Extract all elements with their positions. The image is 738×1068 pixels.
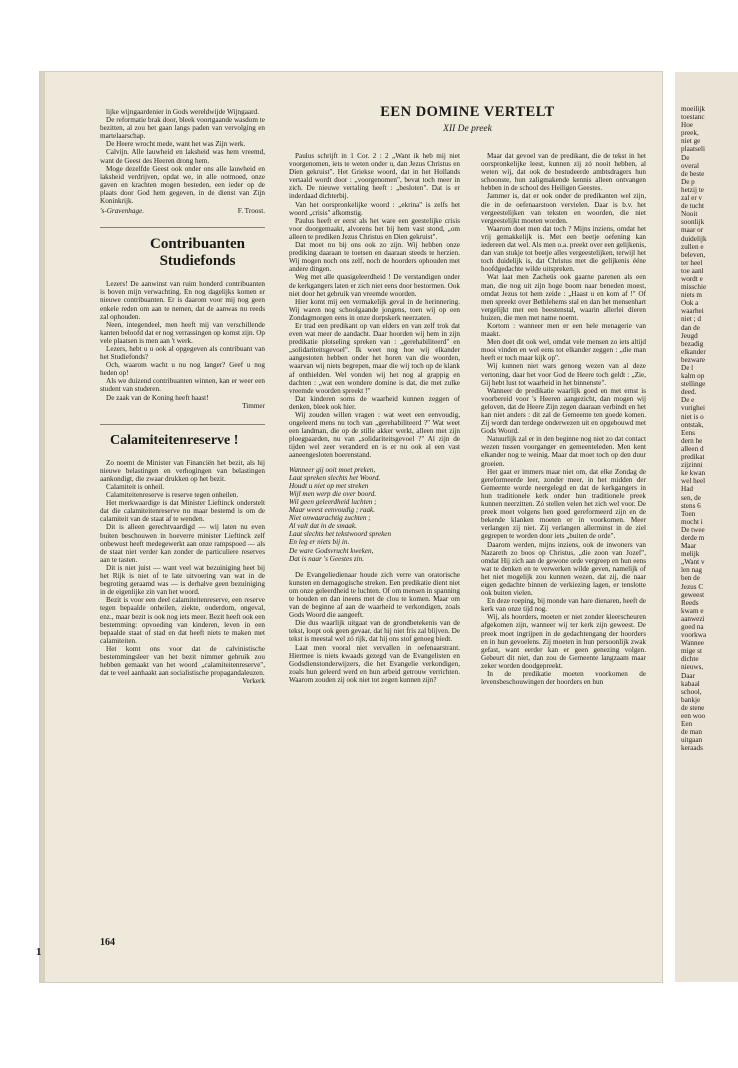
text-line: niet ; d [681, 315, 701, 324]
contrib-section [100, 280, 265, 401]
text-line: De [681, 153, 690, 162]
poem-line: Wijl men werp die over boord. [289, 489, 377, 498]
adjacent-page-column [681, 105, 738, 753]
text-line: wel heel [681, 477, 706, 486]
paragraph: Dat kinderen soms de waarheid kunnen zeggen of denken, bleek ook hier. [289, 394, 460, 411]
text-line: Eens [681, 428, 695, 437]
margin-mark: 1 [36, 946, 42, 958]
paragraph: De reformatie brak door, bleek voortgaande wasdom te bezitten, al zou het gaan langs paden van vervolging en martelaarschap. [100, 116, 265, 141]
paragraph: Wij, als hoorders, moeten er niet zonder kleerscheuren afgekomen zijn, wanneer wij ter kerk zijn geweest. De preek moet ingrijpen in de gedachtengang der hoorders en in hun gevoelens. Zij moeten in hun persoonlijk zwak gefast, want eerder kan er geen genezing volgen. Gebeurt dit niet, dan zou de Gemeente langzaam maar zeker worden doodgepreekt. [481, 613, 646, 670]
paragraph: Het gaat er immers maar niet om, dat elke Zondag de gereformeerde leer, zonder meer, in het midden der Gemeente worde neergelegd en dat de kerkgangers in hun traditionele kerk onder hun traditionele preek kunnen neerzitten. Zó stellen velen het zich wel voor. De preek moet volgens hen goed gereformeerd zijn en de bekende klanken moeten er in voorkomen. Meer verlangen zij niet. Zij verlangen allerminst in de ziel gegrepen te worden door iets „buiten de orde". [481, 467, 646, 541]
paragraph: En deze roeping, bij monde van hare dienaren, heeft de kerk van onze tijd nog. [481, 597, 646, 614]
text-line: beleven, [681, 250, 706, 259]
text-line: ben de [681, 574, 700, 583]
paragraph: Och, waarom wacht u nu nog langer? Geef u nog heden op! [100, 361, 265, 378]
paragraph: Jammer is, dat er ook onder de predikanten wel zijn, die in de oefenaarstoon vervielen. Daar is b.v. het vergeestelijken van teksten en woorden, die niet vergeestelijkt moeten worden. [481, 192, 646, 225]
text-line: Toen [681, 509, 696, 518]
text-line: derde m [681, 533, 705, 542]
text-line: school, [681, 687, 702, 696]
text-line: plaatseli [681, 145, 705, 154]
paragraph: Dit is alleen gerechtvaardigd — wij laten nu even buiten beschouwen in hoeverre minister Lieftinck zelf onbewust heeft medegewerkt aan onze rampspoed — als de staat niet verder kan zonder de particuliere reserves aan te tasten. [100, 523, 265, 564]
text-line: wordt e [681, 274, 703, 283]
text-line: Reeds [681, 598, 699, 607]
text-line: mocht i [681, 517, 703, 526]
text-line: alleen d [681, 444, 704, 453]
paragraph: Wat laat men Zacheüs ook gaarne parenen als een man, die nog uit zijn hoge boom naar beneden moest, omdat Jezus tot hem zeide : „Haast u en kom af !" Of men spreekt over Bethlehems stal en dan het mensenhart vergelijkt met een beestenstal, waarin allerlei dieren huizen, die men met name noemt. [481, 273, 646, 322]
paragraph: Weg met alle quasigeleerdheid ! De verstandigen onder de kerkgangers laten er zich niet eens door bestormen. Ook niet door het gebruik van vreemde woorden. [289, 273, 460, 298]
text-line: dern he [681, 436, 703, 445]
text-line: De twee [681, 525, 705, 534]
paragraph: Daarom werden, mijns inziens, ook de inwoners van Nazareth zo boos op Christus, „die zoon van Jozef", omdat Hij zich aan de gewone orde vergreep en hun eens wat te denken en te verwerken wilde geven, namelijk of het niet mogelijk zou kunnen wezen, dat zij, die naar eigen gedachte binnen de verkiezing lagen, er tenslotte ook buiten vielen. [481, 540, 646, 598]
paragraph: Lezers, hebt u u ook al opgegeven als contribuant van het Studiefonds? [100, 344, 265, 362]
text-line: Jeugd [681, 331, 698, 340]
text-line: mige st [681, 647, 702, 656]
column-1 [100, 108, 265, 685]
text-line: uitgaan [681, 736, 703, 745]
paragraph: Wanneer de predikatie waarlijk goed en met ernst is voorbereid voor 's Heeren aangezicht, dan mogen wij geloven, dat de Heere Zijn zegen daaraan verbindt en het kan niet anders : dit zal de Gemeente ten goede komen. Zij wordt dan terdege onderwezen uit en opgebouwd met Gods Woord. [481, 386, 646, 436]
text-line: dichte [681, 655, 699, 664]
text-line: De l [681, 364, 694, 372]
paragraph: Paulus heeft er eerst als het ware een geestelijke crisis voor doorgemaakt, alvorens het bij hem vast stond, „om alleen te prediken Jezus Christus en Dien gekruist". [289, 216, 460, 241]
poem-line: Niet onwaarachtig zuchten ; [289, 514, 371, 523]
text-line: stellinge [681, 380, 706, 389]
text-line: niet ge [681, 137, 701, 146]
paragraph: Neen, integendeel, men heeft mij van verschillende kanten beloofd dat er nog verrassingen op komst zijn. Op vele plaatsen is men aan 't werk. [100, 320, 265, 345]
paragraph: De Evangeliedienaar houde zich verre van oratorische kunsten en demagogische streken. Een predikatie dient niet om onze geleerdheid te luchten. Of om mensen in spanning te houden en dan ineens met de clou te komen. Maar om van de beginne af aan de waarheid te verkondigen, zoals Gods Woord die aangeeft. [289, 570, 460, 620]
text-line: zijzinni [681, 461, 703, 470]
text-line: Hoe [681, 121, 693, 130]
paragraph: Laat men vooral niet vervallen in oefenaarstrant. Hiermee is niets kwaads gezegd van de Evangelisten en Godsdienstonderwijzers, die het Evangelie verkondigen, zoals hun geleerd werd en hun arbeid getrouw verrichten. Waarom zouden zij ook niet tot zegen kunnen zijn? [289, 643, 460, 684]
article-body-part1 [289, 152, 460, 460]
paragraph: Van het oorspronkelijke woord : „ekrina" is zelfs het woord „crisis" afkomstig. [289, 200, 460, 217]
text-line: „Want v [681, 558, 705, 567]
paragraph: Die dus waarlijk uitgaat van de grondbetekenis van de tekst, loopt ook geen gevaar, dat hij niet fris zal blijven. De tekst is meestal wel zó rijk, dat hij ons stof genoeg biedt. [289, 619, 460, 644]
paragraph: Zo noemt de Minister van Financiën het bezit, als hij nieuwe belastingen en verhogingen van belastingen aankondigt, die zwaar drukken op het bezit. [100, 458, 265, 483]
text-line: sen, de [681, 493, 701, 502]
text-line: len nag [681, 566, 702, 575]
poem-line: Al valt dat in de smaak. [289, 522, 357, 531]
article-title: EEN DOMINE VERTELT [380, 104, 555, 120]
text-line: voorkwa [681, 631, 707, 640]
text-line: een woo [681, 712, 706, 721]
text-line: toestanc [681, 113, 705, 122]
contrib-heading-line1: Contribuanten [149, 236, 246, 253]
text-line: vurighei [681, 404, 705, 413]
poem-line: Wil geen geleerdheid luchten ; [289, 497, 377, 506]
text-line: De p [681, 177, 695, 186]
text-line: Een [681, 720, 693, 729]
intro-place: 's-Gravenhage. [100, 207, 145, 216]
poem-line: En leg er niets bij in. [289, 538, 350, 547]
text-line: goed na [681, 623, 704, 631]
calam-heading: Calamiteitenreserve ! [110, 432, 239, 448]
paragraph: lijke wijngaardenier in Gods wereldwijde Wijngaard. [106, 108, 259, 116]
paragraph: Men doet dit ook wel, omdat vele mensen zo iets altijd mooi vinden en wel eens tot elkander zeggen : „die man heeft er toch maar kijk op". [481, 338, 646, 363]
calam-author: Verkerk [242, 677, 265, 686]
paragraph: Dat moet nu bij ons ook zo zijn. Wij hebben onze prediking daaraan te toetsen en daaraan steeds te herzien. Wij mogen noch ons zelf, noch de hoorders ophouden met andere dingen. [289, 241, 460, 274]
text-line: moeilijk [681, 105, 705, 113]
poem-line: Houdt u niet op met streken [289, 481, 369, 490]
page-number: 164 [100, 937, 115, 948]
paragraph: Maar dat gevoel van de predikant, die de tekst in het oorspronkelijke leest, kunnen zij zó nooit hebben, al weten wij, dat ook de bestudeerde ambtsdragers hun schoonste, hun zaligmakende kennis alleen ontvangen hebben in de school des Heiligen Geestes. [481, 152, 646, 193]
text-line: deed. [681, 388, 697, 397]
poem-line: Laat slechts het tekstwoord spreken [289, 530, 392, 539]
divider [100, 227, 265, 228]
text-line: keraads [681, 744, 703, 753]
text-line: predikat [681, 453, 705, 462]
text-line: Daar [681, 671, 695, 680]
page-spine-edge [40, 72, 45, 982]
paragraph: Het merkwaardige is dat Minister Lieftinck onderstelt dat die calamiteitenreserve nu maar bestemd is om de calamiteit van de staat af te wenden. [100, 499, 265, 524]
text-line: ter heel [681, 258, 703, 267]
text-line: Nooit [681, 210, 698, 219]
text-line: misschie [681, 283, 707, 292]
text-line: kwam e [681, 606, 704, 615]
contrib-heading [130, 236, 265, 270]
paragraph: Lezers! De aanwinst van ruim honderd contribuanten is boven mijn verwachting. En nog dagelijks komen er nieuwe contribuanten. Er is daarom voor mij nog geen enkele reden om aan te nemen, dat de aanwas nu reeds zal ophouden. [100, 280, 265, 321]
paragraph: Het komt ons voor dat de calvinistische bestemmingsleer van het bezit nimmer gebruik zou hebben gemaakt van het woord „calamiteitenreserve", dat te veel aanhaakt aan socialistische propagandaleuzen. [100, 644, 265, 678]
intro-author: F. Troost. [237, 207, 265, 216]
text-line: zullen e [681, 242, 704, 251]
text-line: De e [681, 396, 695, 405]
paragraph: Dit is niet juist — want veel wat bezuiniging heet bij het Rijk is niet of te late uitvoering van wat in de begroting geraamd was — is derhalve geen bezuiniging in de eigenlijke zin van het woord. [100, 563, 265, 597]
paragraph: Kortom : wanneer men er een hele menagerie van maakt. [481, 321, 646, 339]
text-line: de man [681, 728, 702, 737]
intro-section [100, 108, 265, 205]
text-line: maar or [681, 226, 704, 235]
paragraph: In de predikatie moeten voorkomen de levensbeschouwingen der hoorders en hun [481, 670, 646, 687]
paragraph: Calamiteit is onheil. [106, 483, 165, 491]
text-line: de stene [681, 703, 705, 712]
poem-line: Wanneer gij ooit moet preken, [289, 465, 376, 474]
text-line: Wannee [681, 639, 704, 648]
text-line: ke kwan [681, 469, 706, 478]
text-line: hetzij te [681, 185, 704, 194]
paragraph: Calamiteitenreserve is reserve tegen onheilen. [106, 491, 239, 500]
text-line: aanwezi [681, 614, 705, 623]
poem-line: Dat is naar 's Geestes zin. [289, 554, 365, 563]
article-subtitle: XII De preek [443, 124, 492, 134]
text-line: soonlijk [681, 218, 705, 227]
text-line: geweest [681, 590, 705, 599]
text-line: Ook a [681, 299, 699, 308]
paragraph: Bezit is voor een deel calamiteitenreserve, een reserve tegen bepaalde onheilen, ziekte, ouderdom, ongeval, enz., maar bezit is ook nog iets meer. Bezit heeft ook een bestemming: opvoeding van kinderen, leven in een bepaalde staat of stad en dat heeft niets te maken met calamiteiten. [100, 596, 265, 645]
text-line: elkander [681, 347, 706, 356]
text-line: kabaal [681, 679, 700, 688]
paragraph: Er trad een predikant op van elders en van zelf trok dat even wat meer de aandacht. Daar hoorden wij hem in zijn predikatie plotseling spreken van : „gerehabiliteerd" en „solidariteitsgevoel". Ik weet nog hoe wij elkander aangestoten hebben onder het horen van die woorden, waarvan wij niets begrepen, maar die wij toch op de klank af onthielden. Wel vonden wij het nog al grappig en dachten : „wat een wondere domine is dat, die met zulke vreemde woorden spreekt !" [289, 321, 460, 395]
text-line: Maar [681, 542, 697, 551]
column-2 [289, 152, 460, 684]
contrib-author: Timmer [242, 401, 265, 410]
text-line: nieuws, [681, 663, 704, 672]
paragraph: Paulus schrijft in 1 Cor. 2 : 2 „Want ik heb mij niet voorgenomen, iets te weten onder u, dan Jezus Christus en Dien gekruist". Het Griekse woord, dat in het Hollands vertaald wordt door : „voorgenomen", bevat toch meer in zich. De nieuwe vertaling heeft : „besloten". Dat is er inderdaad dichterbij. [289, 152, 460, 201]
paragraph: Calvijn. Alle lauwheid en laksheid was hem vreemd, want de Geest des Heeren drong hem. [100, 148, 265, 165]
text-line: de beste [681, 169, 705, 178]
paragraph: Wij zouden willen vragen : wat weet een eenvoudig, ongeleerd mens nu toch van „gerehabiliteerd ?" Wat weet een landman, die op de stille akker werkt, alleen met zijn ploegpaarden, nu van „solidariteitsgevoel ?" Al zijn de tijden wel zeer veranderd en is er nu ook al een vast aaneengesloten boerenstand. [289, 411, 460, 460]
text-line: melijk [681, 550, 700, 559]
intro-signature [100, 207, 265, 215]
poem-line: Laat spreken slechts het Woord. [289, 473, 381, 482]
paragraph: Als we duizend contribuanten winnen, kan er weer een student van studeren. [100, 377, 265, 394]
paragraph: Waarom doet men dat toch ? Mijns inziens, omdat het vrij gemakkelijk is. Met een beetje oefening kan iedereen dat wel. Als men o.a. preekt over een gelijkenis, dan van stukje tot beetje alles vergeestelijken, terwijl het toch duidelijk is, dat Christus met die gelijkenis ééne hoofdgedachte wilde uitspreken. [481, 224, 646, 274]
text-line: kalm op [681, 372, 705, 381]
text-line: niets m [681, 291, 702, 300]
paragraph: De zaak van de Koning heeft haast! [106, 393, 209, 402]
article-body-part2 [289, 571, 460, 684]
column-3 [481, 152, 646, 686]
text-line: dan de [681, 323, 700, 332]
paragraph: De Heere wrocht mede, want het was Zijn werk. [106, 140, 246, 149]
contrib-heading-line2: Studiefonds [159, 253, 236, 270]
paragraph: Wij kunnen niet wars genoeg wezen van al deze vertoning, daar het voor God de Heere toch geldt : „Zie, Gij hebt lust tot waarheid in het binnenste". [481, 362, 646, 387]
text-line: duidelijk [681, 234, 707, 243]
text-line: zal er v [681, 194, 703, 203]
text-line: Had [681, 485, 693, 494]
divider [100, 424, 265, 425]
text-line: overal [681, 161, 699, 170]
calam-section [100, 459, 265, 678]
text-line: ontstak, [681, 420, 704, 429]
text-line: bankje [681, 695, 701, 704]
text-line: stens 6 [681, 501, 701, 510]
paragraph: Natuurlijk zal er in den beginne nog niet zo dat contact wezen tussen voorganger en gemeenteleden. Men kent elkander nog te weinig. Maar dat moet toch op den duur groeien. [481, 435, 646, 468]
text-line: niet is o [681, 412, 704, 421]
text-line: toe aanl [681, 266, 704, 275]
paragraph: Hier komt mij een vermakelijk geval in de herinnering. Wij waren nog schoolgaande jongens, toen wij op een Zondagmorgen eens in onze dorpskerk neerzaten. [289, 297, 460, 322]
text-line: de tucht [681, 202, 704, 211]
text-line: waarhei [681, 307, 704, 316]
poem-line: De ware Godsvrucht kweken, [289, 546, 374, 555]
text-line: bezadig [681, 339, 704, 348]
paragraph: Moge dezelfde Geest ook onder ons alle lauwheid en laksheid verdrijven, opdat we, in alle ootmoed, onze gaven en krachten mogen besteden, een ieder op de plaats door God hem gegeven, in de dienst van Zijn Koninkrijk. [100, 164, 265, 206]
poem-line: Maar weest eenvoudig ; raak. [289, 506, 376, 515]
text-line: Jezus C [681, 582, 704, 591]
poem [289, 466, 460, 563]
text-line: preek, [681, 129, 699, 138]
text-line: bezware [681, 355, 705, 364]
